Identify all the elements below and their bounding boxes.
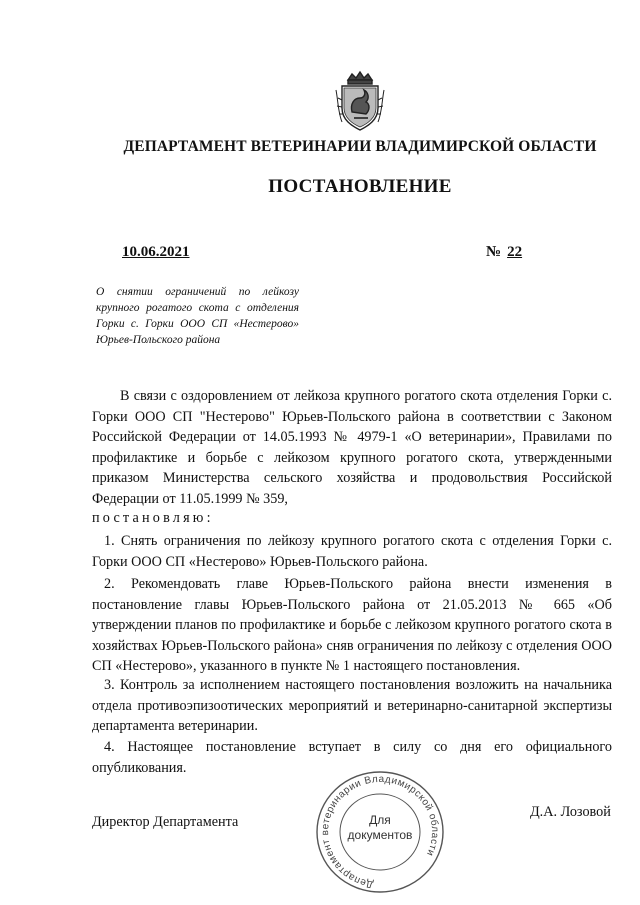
document-subject: О снятии ограничений по лейкозу крупного рогатого скота с отделения Горки с. Горки ООО СП «Нестерово» Юрьев-Польского района [96,286,299,346]
document-type-title: ПОСТАНОВЛЕНИЕ [268,176,452,197]
intro-paragraph: В связи с оздоровлением от лейкоза крупного рогатого скота отделения Горки с. Горки ООО СП "Нестерово" Юрьев-Польского района в соответствии с Законом Российской Федерации от 14.05.1993 № 4979-1 «О ветеринарии», Правилами по профилактике и борьбе с лейкозом крупного рогатого скота, утвержденными приказом Министерства сельского хозяйства и продовольствия Российской Федерации от 11.05.1999 № 359, [92,388,612,507]
item-2: 2. Рекомендовать главе Юрьев-Польского района внести изменения в постановление главы Юрьев-Польского района от 21.05.2013 № 665 «Об утверждении планов по профилактике и борьбе с лейкозом крупного рогатого скота в хозяйствах Юрьев-Польского района» сняв ограничения по лейкозу с отделения ООО СП «Нестерово», указанного в пункте № 1 настоящего постановления. [92,576,612,674]
stamp-center-text [310,813,450,843]
official-stamp [310,770,450,900]
coat-of-arms-icon [334,70,386,132]
signer-name: Д.А. Лозовой [530,804,611,820]
item-4: 4. Настоящее постановление вступает в силу со дня его официального опубликования. [92,739,612,776]
stamp-center-line1: Для [369,813,391,827]
decree-word: постановляю: [92,510,214,526]
department-name: ДЕПАРТАМЕНТ ВЕТЕРИНАРИИ ВЛАДИМИРСКОЙ ОБЛАСТИ [123,138,597,155]
number-label: № [486,244,502,260]
item-3: 3. Контроль за исполнением настоящего постановления возложить на начальника отдела противоэпизоотических мероприятий и ветеринарно-санитарной экспертизы департамента ветеринарии. [92,677,612,734]
number-value: 22 [507,244,523,260]
item-1: 1. Снять ограничения по лейкозу крупного рогатого скота с отделения Горки с. Горки ООО СП «Нестерово» Юрьев-Польского района. [92,533,612,570]
signer-title: Директор Департамента [92,814,239,830]
stamp-ring-text: Департамент ветеринарии Владимирской области [320,773,441,890]
document-date: 10.06.2021 [122,244,190,260]
document-number [486,244,522,261]
stamp-center-line2: документов [347,828,413,842]
